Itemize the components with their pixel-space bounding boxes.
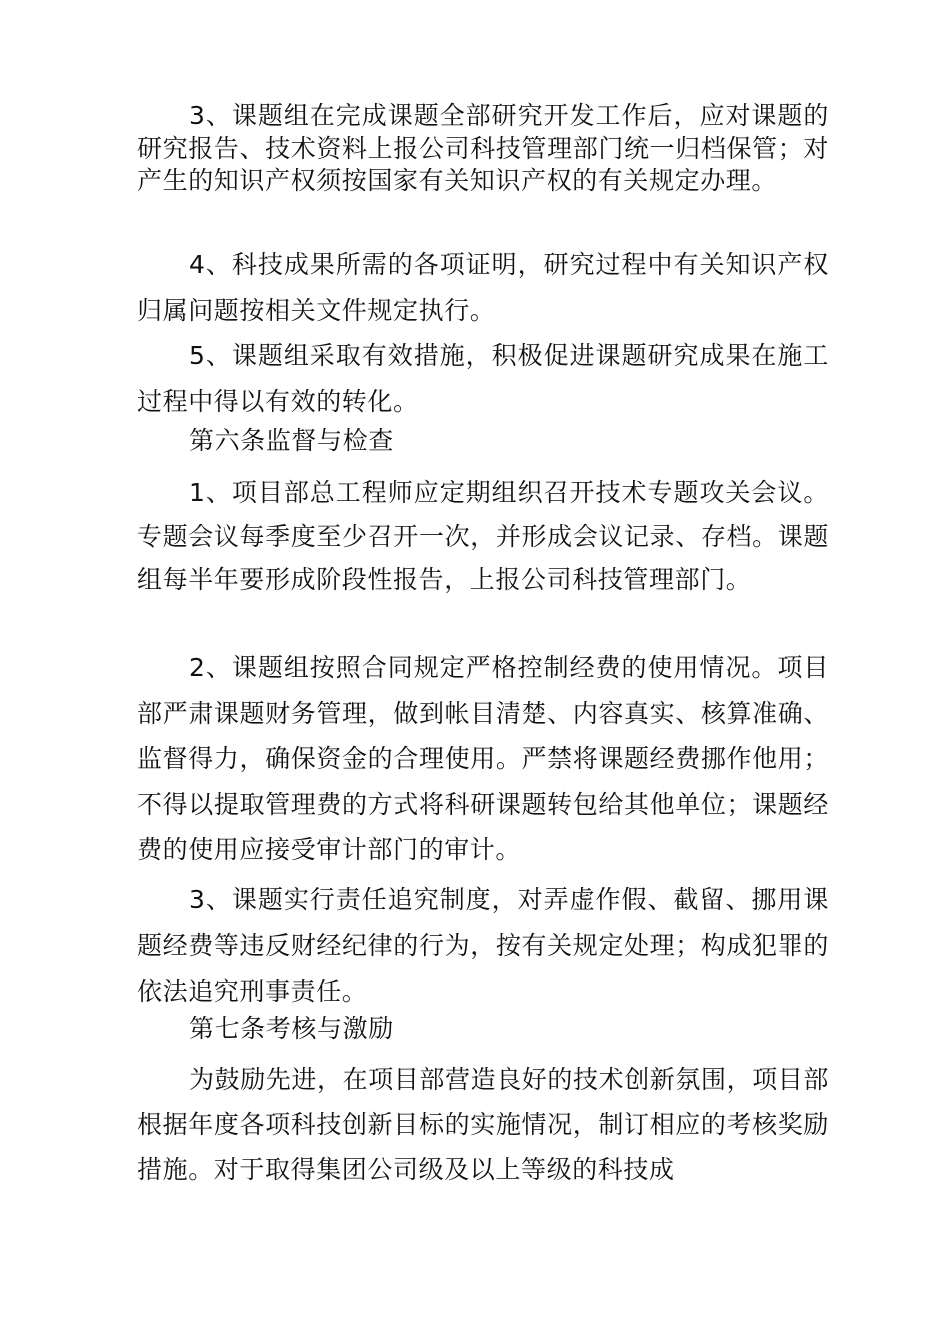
paragraph-item-4-certification: 4、科技成果所需的各项证明，研究过程中有关知识产权归属问题按相关文件规定执行。 <box>137 250 829 325</box>
section-heading-article-7: 第七条考核与激励 <box>189 1014 394 1043</box>
paragraph-item-3-archiving: 3、课题组在完成课题全部研究开发工作后，应对课题的研究报告、技术资料上报公司科技管理部门统一归档保管；对产生的知识产权须按国家有关知识产权的有关规定办理。 <box>137 101 829 195</box>
paragraph-item-5-transformation: 5、课题组采取有效措施，积极促进课题研究成果在施工过程中得以有效的转化。 <box>137 341 829 416</box>
paragraph-item-1-meetings: 1、项目部总工程师应定期组织召开技术专题攻关会议。专题会议每季度至少召开一次，并形成会议记录、存档。课题组每半年要形成阶段性报告，上报公司科技管理部门。 <box>137 478 829 594</box>
paragraph-item-3-accountability: 3、课题实行责任追究制度，对弄虚作假、截留、挪用课题经费等违反财经纪律的行为，按有关规定处理；构成犯罪的依法追究刑事责任。 <box>137 885 829 1006</box>
paragraph-item-2-funding: 2、课题组按照合同规定严格控制经费的使用情况。项目部严肃课题财务管理，做到帐目清楚、内容真实、核算准确、监督得力，确保资金的合理使用。严禁将课题经费挪作他用；不得以提取管理费的方式将科研课题转包给其他单位；课题经费的使用应接受审计部门的审计。 <box>137 653 829 864</box>
paragraph-incentives: 为鼓励先进，在项目部营造良好的技术创新氛围，项目部根据年度各项科技创新目标的实施情况，制订相应的考核奖励措施。对于取得集团公司级及以上等级的科技成 <box>137 1065 830 1184</box>
section-heading-article-6: 第六条监督与检查 <box>189 426 394 455</box>
